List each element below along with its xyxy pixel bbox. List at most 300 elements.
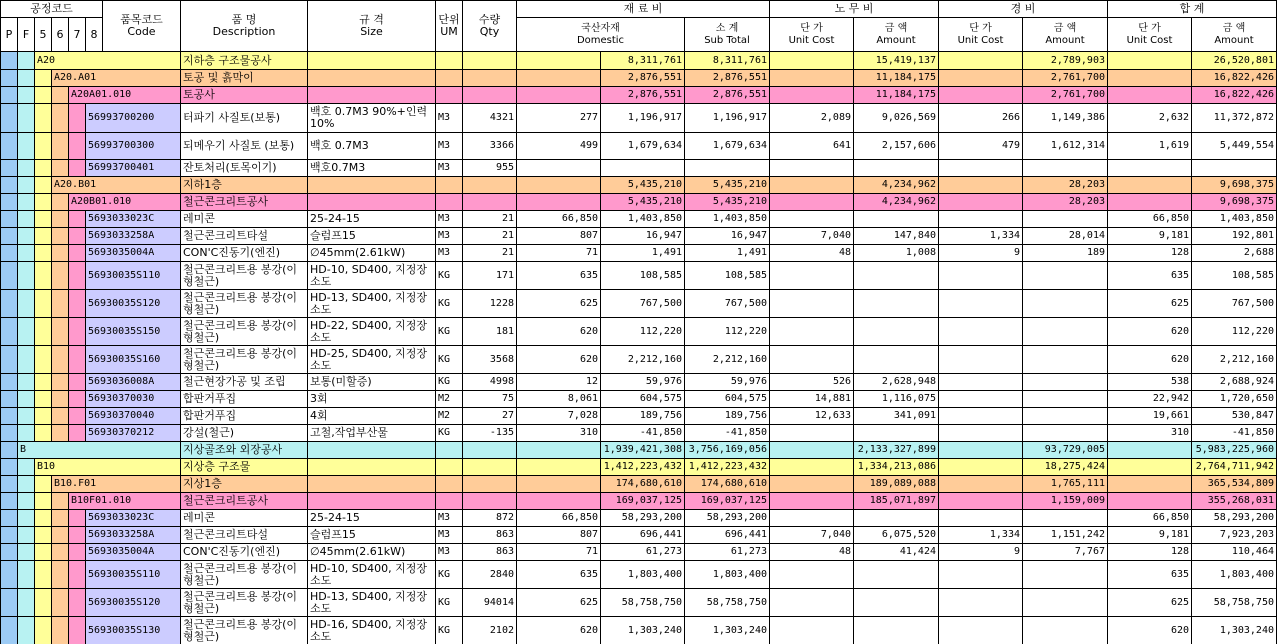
domestic-unit-cost-cell[interactable] (517, 52, 601, 70)
table-row[interactable] (1, 52, 1277, 70)
qty-cell[interactable] (463, 52, 517, 70)
expense-amount-cell[interactable]: 7,767 (1023, 544, 1108, 561)
table-row[interactable] (1, 459, 1277, 476)
level-indent-cell[interactable] (69, 160, 86, 177)
expense-unit-cost-cell[interactable] (939, 442, 1023, 459)
table-row[interactable] (1, 228, 1277, 245)
total-unit-cost-cell[interactable] (1108, 476, 1192, 493)
total-unit-cost-cell[interactable] (1108, 52, 1192, 70)
domestic-amount-cell[interactable]: 5,435,210 (601, 194, 685, 211)
level-indent-cell[interactable] (69, 245, 86, 262)
item-code-cell[interactable]: 56993700401 (86, 160, 181, 177)
qty-cell[interactable]: 181 (463, 318, 517, 346)
total-amount-cell[interactable]: 192,801 (1192, 228, 1277, 245)
subtotal-cell[interactable]: 59,976 (685, 374, 770, 391)
material-header[interactable]: 재 료 비 (517, 1, 770, 18)
labor-unit-cost-cell[interactable] (770, 194, 854, 211)
size-cell[interactable]: 보통(미할증) (308, 374, 436, 391)
labor-amount-cell[interactable]: 2,157,606 (854, 133, 939, 160)
expense-unit-cost-header[interactable]: 단 가 Unit Cost (939, 18, 1023, 52)
qty-cell[interactable]: 21 (463, 211, 517, 228)
size-cell[interactable]: 고철,작업부산물 (308, 425, 436, 442)
level-indent-cell[interactable] (35, 177, 52, 194)
labor-amount-cell[interactable]: 341,091 (854, 408, 939, 425)
expense-unit-cost-cell[interactable] (939, 87, 1023, 104)
level-indent-cell[interactable] (18, 87, 35, 104)
domestic-unit-cost-cell[interactable] (517, 70, 601, 87)
description-header[interactable]: 품 명 Description (181, 1, 308, 52)
table-row[interactable] (1, 510, 1277, 527)
item-code-cell[interactable]: 56930370040 (86, 408, 181, 425)
expense-unit-cost-cell[interactable] (939, 177, 1023, 194)
size-cell[interactable]: 백호 0.7M3 90%+인력 10% (308, 104, 436, 133)
level-header-5[interactable]: 5 (35, 18, 52, 52)
expense-amount-cell[interactable] (1023, 561, 1108, 589)
level-indent-cell[interactable] (52, 318, 69, 346)
size-cell[interactable]: 백호 0.7M3 (308, 133, 436, 160)
total-amount-cell[interactable]: 2,688 (1192, 245, 1277, 262)
expense-amount-cell[interactable]: 2,761,700 (1023, 87, 1108, 104)
labor-unit-cost-cell[interactable] (770, 87, 854, 104)
domestic-amount-cell[interactable]: 61,273 (601, 544, 685, 561)
level-indent-cell[interactable] (18, 493, 35, 510)
expense-amount-cell[interactable]: 28,203 (1023, 177, 1108, 194)
um-cell[interactable]: KG (436, 262, 463, 290)
qty-cell[interactable] (463, 459, 517, 476)
expense-unit-cost-cell[interactable] (939, 290, 1023, 318)
level-indent-cell[interactable] (69, 527, 86, 544)
um-cell[interactable]: M3 (436, 245, 463, 262)
qty-cell[interactable]: 1228 (463, 290, 517, 318)
domestic-amount-cell[interactable]: 1,939,421,308 (601, 442, 685, 459)
description-cell[interactable]: 레미콘 (181, 211, 308, 228)
size-cell[interactable]: 백호0.7M3 (308, 160, 436, 177)
labor-unit-cost-cell[interactable]: 12,633 (770, 408, 854, 425)
item-code-cell[interactable]: 56930035S150 (86, 318, 181, 346)
description-cell[interactable]: 토공 및 흙막이 (181, 70, 308, 87)
table-row[interactable] (1, 211, 1277, 228)
table-row[interactable] (1, 408, 1277, 425)
um-cell[interactable] (436, 87, 463, 104)
size-cell[interactable] (308, 52, 436, 70)
description-cell[interactable]: 철근콘크리트공사 (181, 493, 308, 510)
um-cell[interactable]: M2 (436, 391, 463, 408)
labor-unit-cost-cell[interactable]: 48 (770, 245, 854, 262)
um-cell[interactable]: M3 (436, 228, 463, 245)
level-indent-cell[interactable] (35, 617, 52, 644)
total-unit-cost-cell[interactable]: 9,181 (1108, 527, 1192, 544)
labor-unit-cost-cell[interactable] (770, 318, 854, 346)
expense-header[interactable]: 경 비 (939, 1, 1108, 18)
labor-amount-cell[interactable]: 2,133,327,899 (854, 442, 939, 459)
level-indent-cell[interactable] (1, 374, 18, 391)
level-indent-cell[interactable] (35, 290, 52, 318)
level-indent-cell[interactable] (1, 228, 18, 245)
size-cell[interactable] (308, 194, 436, 211)
description-cell[interactable]: 지상골조와 외장공사 (181, 442, 308, 459)
domestic-amount-cell[interactable]: 1,403,850 (601, 211, 685, 228)
um-cell[interactable]: KG (436, 290, 463, 318)
description-cell[interactable]: 되메우기 사질토 (보통) (181, 133, 308, 160)
description-cell[interactable]: 철근콘크리트용 봉강(이형철근) (181, 290, 308, 318)
process-code-header[interactable]: 공정코드 (1, 1, 103, 18)
domestic-unit-cost-cell[interactable] (517, 87, 601, 104)
expense-amount-cell[interactable] (1023, 346, 1108, 374)
level-indent-cell[interactable] (52, 211, 69, 228)
total-unit-cost-cell[interactable] (1108, 87, 1192, 104)
total-unit-cost-cell[interactable]: 128 (1108, 544, 1192, 561)
table-row[interactable] (1, 290, 1277, 318)
expense-amount-cell[interactable] (1023, 391, 1108, 408)
level-indent-cell[interactable] (18, 510, 35, 527)
total-unit-cost-cell[interactable]: 19,661 (1108, 408, 1192, 425)
labor-unit-cost-cell[interactable] (770, 160, 854, 177)
level-indent-cell[interactable] (1, 425, 18, 442)
qty-cell[interactable]: 3568 (463, 346, 517, 374)
total-amount-cell[interactable]: 108,585 (1192, 262, 1277, 290)
table-row[interactable] (1, 177, 1277, 194)
expense-amount-cell[interactable]: 189 (1023, 245, 1108, 262)
domestic-unit-cost-cell[interactable]: 71 (517, 245, 601, 262)
subtotal-cell[interactable]: 61,273 (685, 544, 770, 561)
table-row[interactable] (1, 391, 1277, 408)
domestic-unit-cost-cell[interactable] (517, 493, 601, 510)
level-indent-cell[interactable] (69, 544, 86, 561)
level-indent-cell[interactable] (35, 318, 52, 346)
level-indent-cell[interactable] (52, 262, 69, 290)
total-unit-cost-cell[interactable]: 310 (1108, 425, 1192, 442)
um-cell[interactable]: KG (436, 561, 463, 589)
size-cell[interactable]: ∅45mm(2.61kW) (308, 544, 436, 561)
level-indent-cell[interactable] (18, 374, 35, 391)
labor-amount-cell[interactable]: 15,419,137 (854, 52, 939, 70)
expense-amount-cell[interactable]: 1,612,314 (1023, 133, 1108, 160)
um-header[interactable]: 단위 UM (436, 1, 463, 52)
level-indent-cell[interactable] (69, 408, 86, 425)
level-indent-cell[interactable] (35, 262, 52, 290)
level-indent-cell[interactable] (69, 211, 86, 228)
description-cell[interactable]: 철근콘크리트용 봉강(이형철근) (181, 589, 308, 617)
qty-cell[interactable]: 21 (463, 228, 517, 245)
um-cell[interactable]: M3 (436, 104, 463, 133)
um-cell[interactable] (436, 442, 463, 459)
total-unit-cost-cell[interactable] (1108, 177, 1192, 194)
domestic-unit-cost-cell[interactable]: 635 (517, 262, 601, 290)
size-cell[interactable] (308, 87, 436, 104)
size-cell[interactable]: HD-10, SD400, 지정장소도 (308, 561, 436, 589)
domestic-amount-cell[interactable]: 58,293,200 (601, 510, 685, 527)
item-code-cell[interactable]: 5693035004A (86, 245, 181, 262)
domestic-unit-cost-cell[interactable] (517, 194, 601, 211)
subtotal-cell[interactable]: 3,756,169,056 (685, 442, 770, 459)
labor-unit-cost-cell[interactable] (770, 262, 854, 290)
description-cell[interactable]: 철근콘크리트타설 (181, 527, 308, 544)
table-row[interactable] (1, 493, 1277, 510)
level-indent-cell[interactable] (1, 52, 18, 70)
level-indent-cell[interactable] (35, 160, 52, 177)
table-row[interactable] (1, 442, 1277, 459)
item-code-cell[interactable]: B (18, 442, 181, 459)
level-indent-cell[interactable] (1, 459, 18, 476)
um-cell[interactable]: M3 (436, 211, 463, 228)
level-indent-cell[interactable] (35, 211, 52, 228)
qty-cell[interactable]: 27 (463, 408, 517, 425)
um-cell[interactable] (436, 194, 463, 211)
domestic-unit-cost-cell[interactable] (517, 476, 601, 493)
labor-amount-cell[interactable]: 185,071,897 (854, 493, 939, 510)
table-row[interactable] (1, 425, 1277, 442)
labor-amount-cell[interactable] (854, 510, 939, 527)
um-cell[interactable]: KG (436, 425, 463, 442)
expense-unit-cost-cell[interactable] (939, 459, 1023, 476)
expense-amount-cell[interactable]: 28,203 (1023, 194, 1108, 211)
level-indent-cell[interactable] (35, 391, 52, 408)
qty-cell[interactable]: 75 (463, 391, 517, 408)
total-amount-cell[interactable]: 58,293,200 (1192, 510, 1277, 527)
item-code-cell[interactable]: 56930035S120 (86, 589, 181, 617)
size-cell[interactable] (308, 70, 436, 87)
expense-amount-cell[interactable] (1023, 408, 1108, 425)
labor-unit-cost-cell[interactable]: 7,040 (770, 228, 854, 245)
total-unit-cost-cell[interactable]: 22,942 (1108, 391, 1192, 408)
expense-amount-cell[interactable]: 28,014 (1023, 228, 1108, 245)
table-row[interactable] (1, 476, 1277, 493)
level-indent-cell[interactable] (35, 527, 52, 544)
subtotal-cell[interactable]: 1,412,223,432 (685, 459, 770, 476)
level-header-7[interactable]: 7 (69, 18, 86, 52)
level-indent-cell[interactable] (1, 510, 18, 527)
expense-amount-cell[interactable] (1023, 160, 1108, 177)
subtotal-cell[interactable]: 5,435,210 (685, 194, 770, 211)
item-code-cell[interactable]: 5693033258A (86, 527, 181, 544)
level-indent-cell[interactable] (18, 318, 35, 346)
expense-unit-cost-cell[interactable] (939, 160, 1023, 177)
level-indent-cell[interactable] (1, 544, 18, 561)
level-indent-cell[interactable] (18, 527, 35, 544)
um-cell[interactable] (436, 177, 463, 194)
total-unit-cost-cell[interactable]: 66,850 (1108, 211, 1192, 228)
qty-cell[interactable]: 955 (463, 160, 517, 177)
total-amount-header[interactable]: 금 액 Amount (1192, 18, 1277, 52)
subtotal-cell[interactable]: 108,585 (685, 262, 770, 290)
expense-unit-cost-cell[interactable] (939, 318, 1023, 346)
size-cell[interactable] (308, 459, 436, 476)
description-cell[interactable]: 철근콘크리트용 봉강(이형철근) (181, 617, 308, 644)
description-cell[interactable]: 잔토처리(토목이기) (181, 160, 308, 177)
expense-unit-cost-cell[interactable]: 1,334 (939, 228, 1023, 245)
um-cell[interactable]: M3 (436, 510, 463, 527)
size-cell[interactable]: HD-13, SD400, 지정장소도 (308, 589, 436, 617)
level-indent-cell[interactable] (35, 133, 52, 160)
labor-amount-cell[interactable]: 2,628,948 (854, 374, 939, 391)
labor-unit-cost-cell[interactable]: 641 (770, 133, 854, 160)
domestic-unit-cost-cell[interactable]: 71 (517, 544, 601, 561)
expense-unit-cost-cell[interactable]: 1,334 (939, 527, 1023, 544)
table-row[interactable] (1, 374, 1277, 391)
expense-unit-cost-cell[interactable] (939, 617, 1023, 644)
level-indent-cell[interactable] (35, 544, 52, 561)
qty-cell[interactable] (463, 177, 517, 194)
size-cell[interactable]: HD-10, SD400, 지정장소도 (308, 262, 436, 290)
description-cell[interactable]: 지상1층 (181, 476, 308, 493)
expense-unit-cost-cell[interactable] (939, 194, 1023, 211)
qty-cell[interactable]: 171 (463, 262, 517, 290)
level-indent-cell[interactable] (1, 476, 18, 493)
subtotal-cell[interactable]: 1,679,634 (685, 133, 770, 160)
um-cell[interactable]: M3 (436, 544, 463, 561)
um-cell[interactable]: KG (436, 318, 463, 346)
item-code-cell[interactable]: 56993700300 (86, 133, 181, 160)
qty-cell[interactable]: 2102 (463, 617, 517, 644)
labor-unit-cost-cell[interactable] (770, 177, 854, 194)
total-unit-cost-cell[interactable]: 2,632 (1108, 104, 1192, 133)
level-indent-cell[interactable] (52, 87, 69, 104)
qty-cell[interactable]: -135 (463, 425, 517, 442)
level-indent-cell[interactable] (18, 617, 35, 644)
total-amount-cell[interactable]: 355,268,031 (1192, 493, 1277, 510)
total-unit-cost-cell[interactable] (1108, 160, 1192, 177)
table-row[interactable] (1, 589, 1277, 617)
item-code-cell[interactable]: 56930035S160 (86, 346, 181, 374)
level-indent-cell[interactable] (69, 346, 86, 374)
total-unit-cost-cell[interactable] (1108, 459, 1192, 476)
expense-unit-cost-cell[interactable] (939, 391, 1023, 408)
size-cell[interactable] (308, 442, 436, 459)
domestic-unit-cost-cell[interactable]: 66,850 (517, 211, 601, 228)
item-code-cell[interactable]: A20 (35, 52, 181, 70)
level-indent-cell[interactable] (52, 391, 69, 408)
expense-amount-cell[interactable]: 18,275,424 (1023, 459, 1108, 476)
subtotal-cell[interactable] (685, 160, 770, 177)
labor-unit-cost-cell[interactable] (770, 589, 854, 617)
total-amount-cell[interactable]: 58,758,750 (1192, 589, 1277, 617)
size-cell[interactable]: 25-24-15 (308, 510, 436, 527)
level-indent-cell[interactable] (69, 617, 86, 644)
qty-cell[interactable]: 3366 (463, 133, 517, 160)
um-cell[interactable]: KG (436, 374, 463, 391)
total-amount-cell[interactable]: 2,688,924 (1192, 374, 1277, 391)
subtotal-cell[interactable]: 112,220 (685, 318, 770, 346)
domestic-amount-cell[interactable]: 1,679,634 (601, 133, 685, 160)
description-cell[interactable]: 철근콘크리트타설 (181, 228, 308, 245)
level-indent-cell[interactable] (52, 544, 69, 561)
level-indent-cell[interactable] (1, 245, 18, 262)
domestic-amount-cell[interactable]: 1,196,917 (601, 104, 685, 133)
total-unit-cost-header[interactable]: 단 가 Unit Cost (1108, 18, 1192, 52)
level-indent-cell[interactable] (18, 459, 35, 476)
qty-cell[interactable] (463, 87, 517, 104)
size-cell[interactable]: 3회 (308, 391, 436, 408)
item-code-cell[interactable]: A20.A01 (52, 70, 181, 87)
expense-amount-cell[interactable] (1023, 589, 1108, 617)
level-indent-cell[interactable] (52, 160, 69, 177)
level-indent-cell[interactable] (35, 194, 52, 211)
total-unit-cost-cell[interactable]: 620 (1108, 617, 1192, 644)
size-cell[interactable]: 슬럼프15 (308, 228, 436, 245)
qty-cell[interactable] (463, 194, 517, 211)
total-amount-cell[interactable]: 7,923,203 (1192, 527, 1277, 544)
description-cell[interactable]: 철근콘크리트공사 (181, 194, 308, 211)
domestic-unit-cost-cell[interactable] (517, 459, 601, 476)
expense-unit-cost-cell[interactable] (939, 408, 1023, 425)
level-indent-cell[interactable] (1, 194, 18, 211)
um-cell[interactable]: KG (436, 346, 463, 374)
um-cell[interactable]: M2 (436, 408, 463, 425)
total-amount-cell[interactable]: 1,803,400 (1192, 561, 1277, 589)
level-indent-cell[interactable] (52, 408, 69, 425)
subtotal-header[interactable]: 소 계 Sub Total (685, 18, 770, 52)
total-unit-cost-cell[interactable] (1108, 70, 1192, 87)
level-indent-cell[interactable] (18, 290, 35, 318)
level-indent-cell[interactable] (52, 346, 69, 374)
level-indent-cell[interactable] (52, 290, 69, 318)
domestic-unit-cost-cell[interactable]: 277 (517, 104, 601, 133)
domestic-header[interactable]: 국산자재 Domestic (517, 18, 685, 52)
um-cell[interactable] (436, 459, 463, 476)
level-indent-cell[interactable] (18, 245, 35, 262)
subtotal-cell[interactable]: 189,756 (685, 408, 770, 425)
expense-unit-cost-cell[interactable] (939, 70, 1023, 87)
domestic-unit-cost-cell[interactable]: 620 (517, 318, 601, 346)
level-indent-cell[interactable] (18, 133, 35, 160)
total-amount-cell[interactable]: -41,850 (1192, 425, 1277, 442)
total-unit-cost-cell[interactable] (1108, 194, 1192, 211)
domestic-amount-cell[interactable]: 2,212,160 (601, 346, 685, 374)
total-amount-cell[interactable]: 5,449,554 (1192, 133, 1277, 160)
qty-cell[interactable]: 94014 (463, 589, 517, 617)
size-cell[interactable]: 25-24-15 (308, 211, 436, 228)
labor-amount-cell[interactable] (854, 160, 939, 177)
table-row[interactable] (1, 104, 1277, 133)
subtotal-cell[interactable]: -41,850 (685, 425, 770, 442)
level-indent-cell[interactable] (1, 346, 18, 374)
labor-amount-cell[interactable]: 189,089,088 (854, 476, 939, 493)
total-amount-cell[interactable]: 16,822,426 (1192, 70, 1277, 87)
labor-unit-cost-cell[interactable]: 2,089 (770, 104, 854, 133)
item-code-cell[interactable]: 56930370030 (86, 391, 181, 408)
total-amount-cell[interactable]: 9,698,375 (1192, 177, 1277, 194)
labor-unit-cost-cell[interactable] (770, 425, 854, 442)
level-indent-cell[interactable] (69, 589, 86, 617)
item-code-cell[interactable]: 5693033023C (86, 510, 181, 527)
level-indent-cell[interactable] (1, 211, 18, 228)
domestic-amount-cell[interactable]: 1,803,400 (601, 561, 685, 589)
domestic-amount-cell[interactable]: 2,876,551 (601, 87, 685, 104)
qty-cell[interactable]: 872 (463, 510, 517, 527)
labor-amount-cell[interactable] (854, 262, 939, 290)
level-indent-cell[interactable] (35, 589, 52, 617)
um-cell[interactable] (436, 493, 463, 510)
labor-amount-cell[interactable] (854, 589, 939, 617)
level-indent-cell[interactable] (1, 408, 18, 425)
subtotal-cell[interactable]: 767,500 (685, 290, 770, 318)
labor-amount-cell[interactable]: 6,075,520 (854, 527, 939, 544)
total-unit-cost-cell[interactable]: 9,181 (1108, 228, 1192, 245)
description-cell[interactable]: 지상층 구조물 (181, 459, 308, 476)
expense-amount-cell[interactable]: 93,729,005 (1023, 442, 1108, 459)
expense-unit-cost-cell[interactable]: 9 (939, 544, 1023, 561)
domestic-amount-cell[interactable]: 1,412,223,432 (601, 459, 685, 476)
table-row[interactable] (1, 87, 1277, 104)
subtotal-cell[interactable]: 1,803,400 (685, 561, 770, 589)
table-row[interactable] (1, 70, 1277, 87)
labor-unit-cost-cell[interactable] (770, 442, 854, 459)
expense-amount-cell[interactable] (1023, 290, 1108, 318)
um-cell[interactable]: M3 (436, 133, 463, 160)
level-indent-cell[interactable] (52, 425, 69, 442)
size-cell[interactable]: ∅45mm(2.61kW) (308, 245, 436, 262)
domestic-amount-cell[interactable]: 5,435,210 (601, 177, 685, 194)
